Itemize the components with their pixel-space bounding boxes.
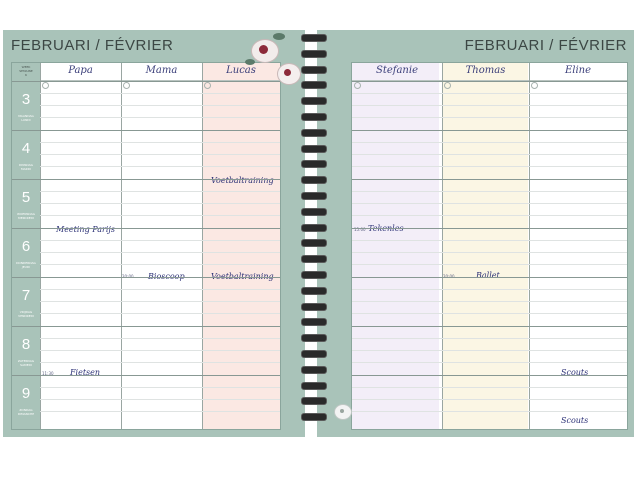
ruled-line — [40, 338, 280, 339]
ruled-line — [352, 154, 627, 155]
ruled-line — [352, 411, 627, 412]
column-header-papa: Papa — [40, 63, 121, 81]
day-divider — [352, 130, 627, 131]
day-divider — [352, 326, 627, 327]
binding-ring — [301, 239, 327, 247]
clock-icon — [444, 82, 451, 89]
day-divider — [12, 326, 280, 327]
ruled-line — [40, 142, 280, 143]
entry-eline-sat: Scouts — [561, 368, 589, 377]
binding-ring — [301, 287, 327, 295]
column-header-mama: Mama — [121, 63, 202, 81]
ruled-line — [40, 154, 280, 155]
ruled-line — [40, 350, 280, 351]
ruled-line — [40, 301, 280, 302]
clock-icon — [204, 82, 211, 89]
binding-ring — [301, 303, 327, 311]
ruled-line — [352, 142, 627, 143]
ruled-line — [40, 215, 280, 216]
ruled-line — [40, 191, 280, 192]
day-number: 9 — [21, 385, 31, 402]
entry-papa-sat: Fietsen — [70, 368, 101, 377]
ruled-line — [40, 252, 280, 253]
ruled-line — [40, 399, 280, 400]
flower-illustration-top — [243, 31, 305, 97]
clock-icon — [123, 82, 130, 89]
clock-icon — [354, 82, 361, 89]
ruled-line — [352, 264, 627, 265]
column-header-lucas: Lucas — [202, 63, 280, 81]
day-cell-wed — [12, 179, 40, 227]
flower-illustration-bottom — [331, 400, 355, 424]
day-name: ZATERDAG SAMEDI — [17, 359, 35, 367]
day-name: MAANDAG LUNDI — [18, 114, 34, 122]
binding-ring — [301, 366, 327, 374]
ruled-line — [40, 105, 280, 106]
day-divider — [12, 375, 280, 376]
time-stefanie-wed: 15:00 — [354, 227, 366, 232]
ruled-line — [352, 399, 627, 400]
day-name: VRIJDAG VENDREDI — [18, 310, 34, 318]
ruled-line — [352, 338, 627, 339]
ruled-line — [352, 191, 627, 192]
ruled-line — [352, 166, 627, 167]
ruled-line — [352, 252, 627, 253]
column-header-stefanie: Stefanie — [352, 63, 442, 81]
entry-mama-thu: Bioscoop — [148, 272, 185, 281]
day-name: ZONDAG DIMANCHE — [17, 408, 35, 416]
day-divider — [352, 81, 627, 82]
ruled-line — [352, 313, 627, 314]
day-divider — [12, 130, 280, 131]
day-cell-mon — [12, 81, 40, 129]
clock-icon — [531, 82, 538, 89]
ruled-line — [352, 215, 627, 216]
week-label: WEEK SEMAINE 6 — [19, 65, 33, 77]
right-week-grid — [351, 62, 628, 430]
ruled-line — [352, 105, 627, 106]
page-title-right: FEBRUARI / FÉVRIER — [464, 37, 627, 54]
ruled-line — [40, 264, 280, 265]
binding-ring — [301, 413, 327, 421]
time-papa-sat: 11:30 — [42, 371, 54, 376]
page-title-left: FEBRUARI / FÉVRIER — [11, 37, 174, 54]
day-number: 5 — [21, 189, 31, 206]
ruled-line — [352, 362, 627, 363]
ruled-line — [40, 387, 280, 388]
day-number: 4 — [21, 140, 31, 157]
ruled-line — [352, 289, 627, 290]
day-divider — [352, 277, 627, 278]
day-divider — [12, 81, 280, 82]
ruled-line — [40, 289, 280, 290]
ruled-line — [40, 411, 280, 412]
day-divider — [352, 228, 627, 229]
entry-eline-sun: Scouts — [561, 416, 589, 425]
entry-thomas-thu: Ballet — [476, 271, 500, 280]
day-number: 6 — [21, 238, 31, 255]
day-cell-sun — [12, 375, 40, 423]
day-divider — [12, 277, 280, 278]
binding-ring — [301, 271, 327, 279]
ruled-line — [40, 313, 280, 314]
binding-ring — [301, 382, 327, 390]
ruled-line — [40, 203, 280, 204]
ruled-line — [352, 93, 627, 94]
clock-icon — [42, 82, 49, 89]
binding-ring — [301, 397, 327, 405]
ruled-line — [352, 117, 627, 118]
ruled-line — [40, 166, 280, 167]
entry-papa-wed: Meeting Parijs — [56, 225, 116, 234]
entry-stefanie-wed: Tekenles — [368, 224, 404, 233]
binding-ring — [301, 224, 327, 232]
ruled-line — [352, 203, 627, 204]
day-number: 3 — [21, 91, 31, 108]
column-header-thomas: Thomas — [442, 63, 529, 81]
entry-lucas-thu: Voetbaltraining — [211, 272, 274, 281]
binding-ring — [301, 129, 327, 137]
binding-ring — [301, 145, 327, 153]
binding-ring — [301, 334, 327, 342]
day-divider — [352, 179, 627, 180]
time-mama-thu: 20:00 — [122, 274, 134, 279]
binding-ring — [301, 113, 327, 121]
day-cell-thu — [12, 228, 40, 276]
binding-ring — [301, 208, 327, 216]
ruled-line — [352, 350, 627, 351]
left-week-grid — [11, 62, 281, 430]
day-cell-fri — [12, 277, 40, 325]
day-cell-tue — [12, 130, 40, 178]
right-planner-page — [317, 30, 634, 437]
day-cell-sat — [12, 326, 40, 374]
day-name: WOENSDAG MERCREDI — [17, 212, 35, 220]
ruled-line — [40, 240, 280, 241]
binding-ring — [301, 97, 327, 105]
day-number: 7 — [21, 287, 31, 304]
ruled-line — [40, 117, 280, 118]
ruled-line — [352, 301, 627, 302]
day-name: DINSDAG MARDI — [19, 163, 33, 171]
day-divider — [12, 179, 280, 180]
ruled-line — [40, 362, 280, 363]
day-number: 8 — [21, 336, 31, 353]
day-divider — [352, 375, 627, 376]
binding-ring — [301, 350, 327, 358]
time-thomas-thu: 20:00 — [443, 274, 455, 279]
column-header-eline: Eline — [529, 63, 627, 81]
ruled-line — [352, 387, 627, 388]
binding-ring — [301, 160, 327, 168]
binding-ring — [301, 176, 327, 184]
day-name: DONDERDAG JEUDI — [16, 261, 36, 269]
ruled-line — [352, 240, 627, 241]
binding-ring — [301, 255, 327, 263]
binding-ring — [301, 318, 327, 326]
binding-ring — [301, 192, 327, 200]
entry-lucas-tue: Voetbaltraining — [211, 176, 274, 185]
day-divider — [12, 228, 280, 229]
